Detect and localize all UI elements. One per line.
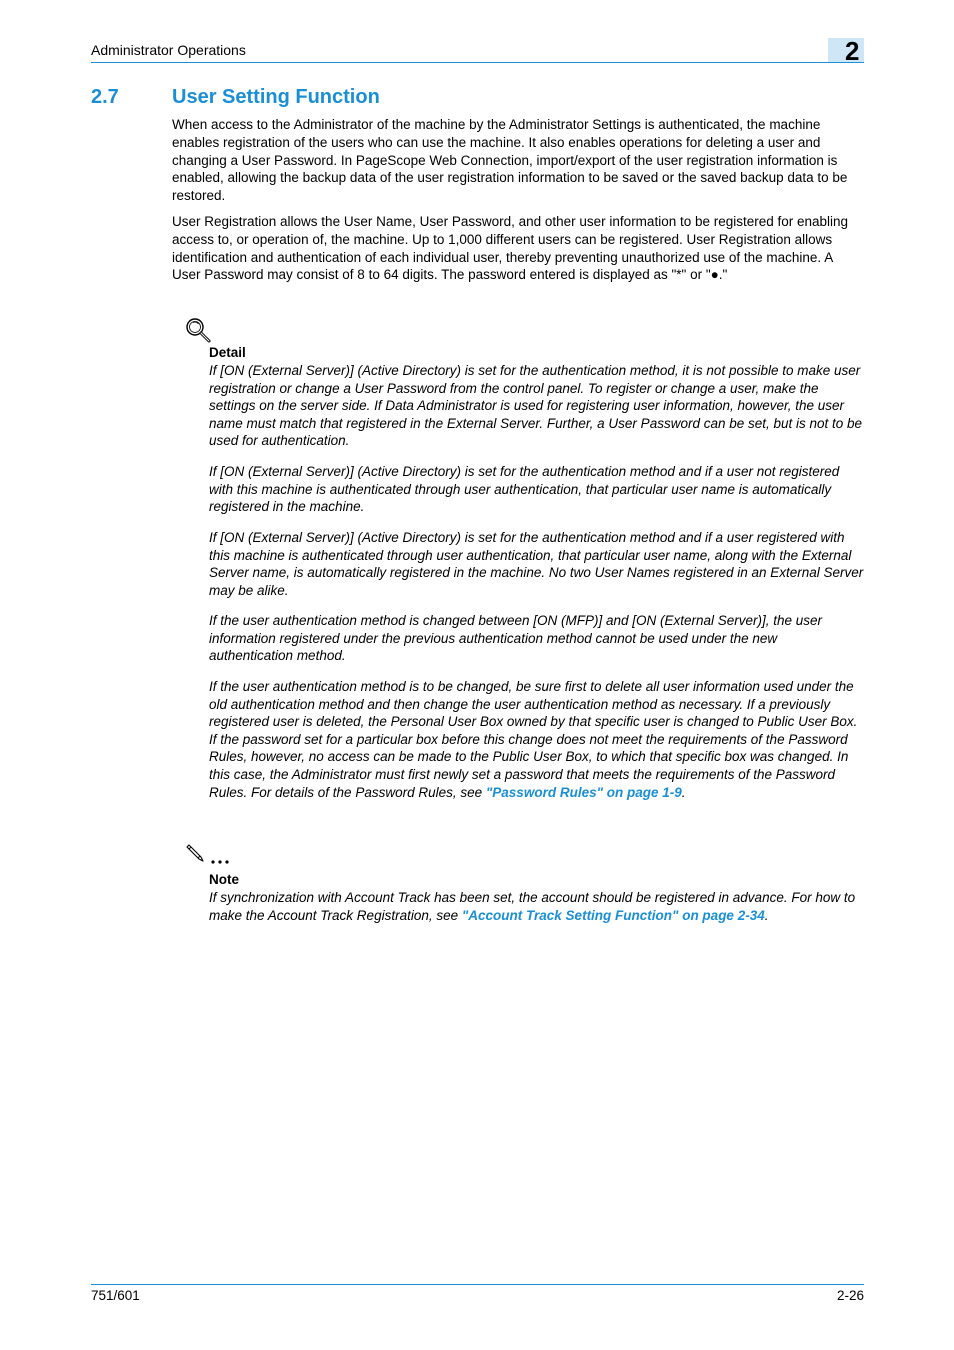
- section-number: 2.7: [91, 86, 119, 108]
- detail-paragraph-1: If [ON (External Server)] (Active Directory) is set for the authentication method, it is not possible to make user registration or change a User Password from the control panel. To register or change a user, make the settings on the server side. If Data Administrator is used for registering user information, however, the user name must match that registered in the External Server. Further, a User Password can be set, but is not to be used for authentication.: [209, 363, 863, 449]
- note-paragraph: [209, 889, 864, 924]
- detail-paragraph-2: If [ON (External Server)] (Active Directory) is set for the authentication method and if a user not registered with this machine is authenticated through user authentication, that particular user name is automatically registered in the machine.: [209, 464, 840, 515]
- header-rule: [91, 62, 864, 63]
- note-label: Note: [209, 872, 239, 887]
- footer-rule: [91, 1284, 864, 1285]
- detail-paragraph-4: If the user authentication method is changed between [ON (MFP)] and [ON (External Server)], the user information registered under the previous authentication method cannot be used under the new authentication method.: [209, 613, 823, 664]
- header-title: Administrator Operations: [91, 42, 246, 58]
- detail-label: Detail: [209, 345, 246, 360]
- note-text: If synchronization with Account Track has been set, the account should be registered in advance. For how to make the Account Track Registration, see: [209, 890, 856, 923]
- pencil-note-icon: [184, 843, 234, 867]
- magnifier-icon: [184, 316, 212, 344]
- footer-model: 751/601: [91, 1288, 140, 1303]
- intro-paragraph-1: When access to the Administrator of the machine by the Administrator Settings is authenticated, the machine enables registration of the users who can use the machine. It also enables operations for deleting a user and changing a User Password. In PageScope Web Connection, import/export of the user registration information is enabled, allowing the backup data of the user registration information to be saved or the saved backup data to be restored.: [172, 117, 848, 204]
- section-title: [91, 84, 380, 110]
- section-title-text: User Setting Function: [172, 86, 380, 108]
- detail-paragraph-5-text: If the user authentication method is to be changed, be sure first to delete all user information used under the old authentication method and then change the user authentication method as necessary. If a previously registered user is deleted, the Personal User Box owned by that specific user is changed to Public User Box. If the password set for a particular box before this change does not meet the requirements of the Password Rules, however, no access can be made to the Public User Box, to which that specific box was changed. In this case, the Administrator must first newly set a password that meets the requirements of the Password Rules. For details of the Password Rules, see: [209, 679, 858, 800]
- detail-paragraph-3: If [ON (External Server)] (Active Directory) is set for the authentication method and if a user registered with this machine is authenticated through user authentication, that particular user name, along with the External Server name, is automatically registered in the machine. No two User Names registered in an External Server may be alike.: [209, 530, 864, 598]
- detail-paragraph-5: [209, 678, 864, 801]
- password-rules-link[interactable]: "Password Rules" on page 1-9: [485, 784, 682, 800]
- footer-page-number: 2-26: [836, 1288, 864, 1303]
- chapter-number: 2: [845, 36, 860, 66]
- intro-paragraph-2: User Registration allows the User Name, User Password, and other user information to be registered for enabling access to, or operation of, the machine. Up to 1,000 different users can be registered. User Registration allows identification and authentication of each individual user, thereby preventing unauthorized use of the machine. A User Password may consist of 8 to 64 digits. The password entered is displayed as "*" or "●.": [172, 214, 849, 283]
- note-end: .: [764, 907, 769, 923]
- account-track-link[interactable]: "Account Track Setting Function" on page 2-34: [461, 907, 765, 923]
- detail-paragraph-5-end: .: [681, 784, 686, 800]
